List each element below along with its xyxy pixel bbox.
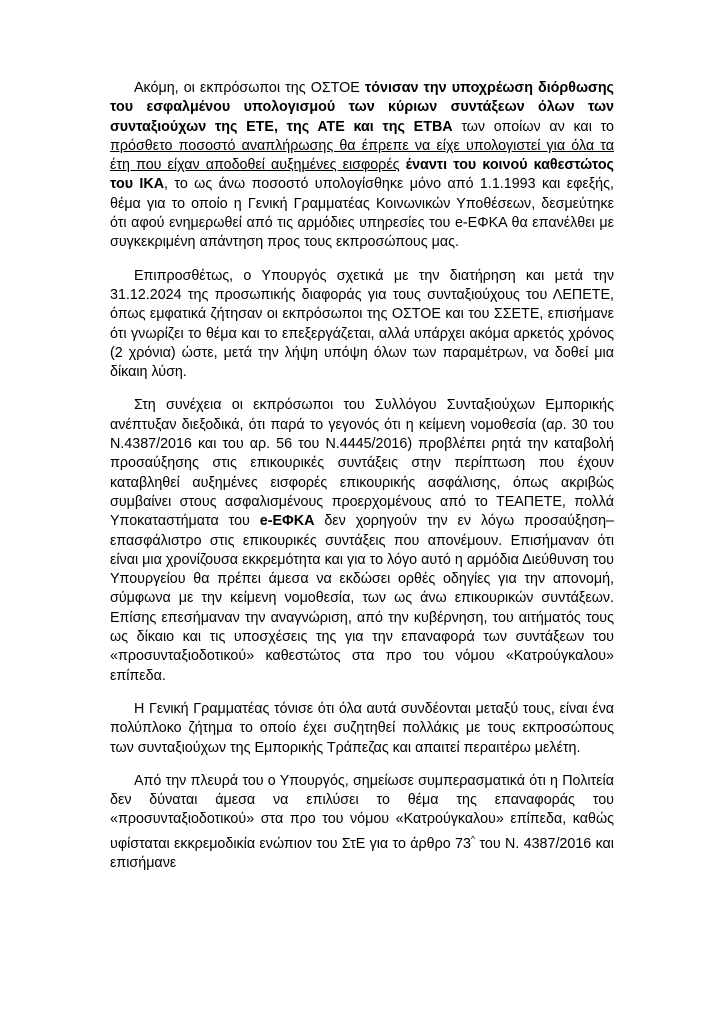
text-span: Στη συνέχεια οι εκπρόσωποι του Συλλόγου Συνταξιούχων Εμπορικής ανέπτυξαν διεξοδικά, ότι παρά το γεγονός ότι η κείμενη νομοθεσία (αρ. 30 του Ν.4387/2016 και του αρ. 56 του Ν.4445/2016) προβλέπει ρητά την καταβολή προσαύξησης στις επικουρικές συντάξεις στην περίπτωση που έχουν καταβληθεί αυξημένες εισφορές επικουρικής ασφάλισης, όπως ακριβώς συμβαίνει στους ασφαλισμένους προερχομένους από το ΤΕΑΠΕΤΕ, πολλά Υποκαταστήματα του <box>110 397 614 530</box>
paragraph-2 <box>110 267 614 383</box>
text-span: Επιπροσθέτως, ο Υπουργός σχετικά με την διατήρηση και μετά την 31.12.2024 της προσωπικής διαφοράς για τους συνταξιούχους του ΛΕΠΕΤΕ, όπως εμφατικά ζήτησαν οι εκπρόσωποι της ΟΣΤΟΕ και του ΣΣΕΤΕ, επισήμανε ότι γνωρίζει το θέμα και το επεξεργάζεται, αλλά υπάρχει ακόμα αρκετός χρόνος (2 χρόνια) ώστε, μετά την λήψη υπόψη όλων των παραμέτρων, να δοθεί μια δίκαιη λύση. <box>110 267 614 381</box>
bold-text: e-ΕΦΚΑ <box>259 513 315 530</box>
text-span: των οποίων αν και το <box>452 118 614 135</box>
superscript-mark: ^ <box>470 833 476 844</box>
bold-text: έναντι του κοινού καθεστώτος του ΙΚΑ <box>110 157 614 193</box>
paragraph-3 <box>110 396 614 685</box>
text-span: Ακόμη, οι εκπρόσωποι της ΟΣΤΟΕ <box>134 80 365 96</box>
text-span: , το ως άνω ποσοστό υπολογίσθηκε μόνο από 1.1.1993 και εφεξής, θέμα για το οποίο η Γενική Γραμματέας Κοινωνικών Υποθέσεων, δεσμεύτηκε ότι αφού ενημερωθεί από τις αρμόδιες υπηρεσίες του e-ΕΦΚΑ θα επανέλθει με συγκεκριμένη απάντηση προς τους εκπροσώπους μας. <box>110 176 614 251</box>
text-span: Από την πλευρά του ο Υπουργός, σημείωσε συμπερασματικά ότι η Πολιτεία δεν δύναται άμεσα να επιλύσει το θέμα της επαναφοράς του «προσυνταξιοδοτικού» στα προ του νόμου «Κατρούγκαλου» επίπεδα, καθώς υφίσταται εκκρεμοδικία ενώπιον του ΣτΕ για το άρθρο 73 <box>110 772 614 852</box>
text-span: του Ν. 4387/2016 και επισήμανε <box>110 835 614 871</box>
bold-text: τόνισαν την υποχρέωση διόρθωσης του εσφαλμένου υπολογισμού των κύριων συντάξεων όλων των συνταξιούχων της ΕΤΕ, της ΑΤΕ και της ΕΤΒΑ <box>110 80 614 135</box>
paragraph-1 <box>110 79 614 253</box>
paragraph-5 <box>110 772 614 873</box>
text-span: δεν χορηγούν την εν λόγω προσαύξηση–επασφάλιστρο στις επικουρικές συντάξεις που απονέμουν. Επισήμαναν ότι είναι μια χρονίζουσα εκκρεμότητα και για το λόγο αυτό η αρμόδια Διεύθυνση του Υπουργείου θα πρέπει άμεσα να εκδώσει ορθές οδηγίες για την απονομή, σύμφωνα με την κείμενη νομοθεσία, των ως άνω επικουρικών συντάξεων. Επίσης επεσήμαναν την αναγνώριση, από την κυβέρνηση, του αιτήματός τους ως δίκαιο και τις υποσχέσεις της για την επαναφορά των συντάξεων του «προσυνταξιοδοτικού» καθεστώτος στα προ του νόμου «Κατρούγκαλου» επίπεδα. <box>110 513 614 684</box>
paragraph-4 <box>110 700 614 758</box>
underlined-text: πρόσθετο ποσοστό αναπλήρωσης θα έπρεπε να είχε υπολογιστεί για όλα τα έτη που είχαν αποδοθεί αυξημένες εισφορές <box>110 137 614 174</box>
text-span: Η Γενική Γραμματέας τόνισε ότι όλα αυτά συνδέονται μεταξύ τους, είναι ένα πολύπλοκο ζήτημα το οποίο έχει συζητηθεί πολλάκις με τους εκπροσώπους των συνταξιούχων της Εμπορικής Τράπεζας και απαιτεί περαιτέρω μελέτη. <box>110 700 614 756</box>
document-body <box>110 79 614 887</box>
